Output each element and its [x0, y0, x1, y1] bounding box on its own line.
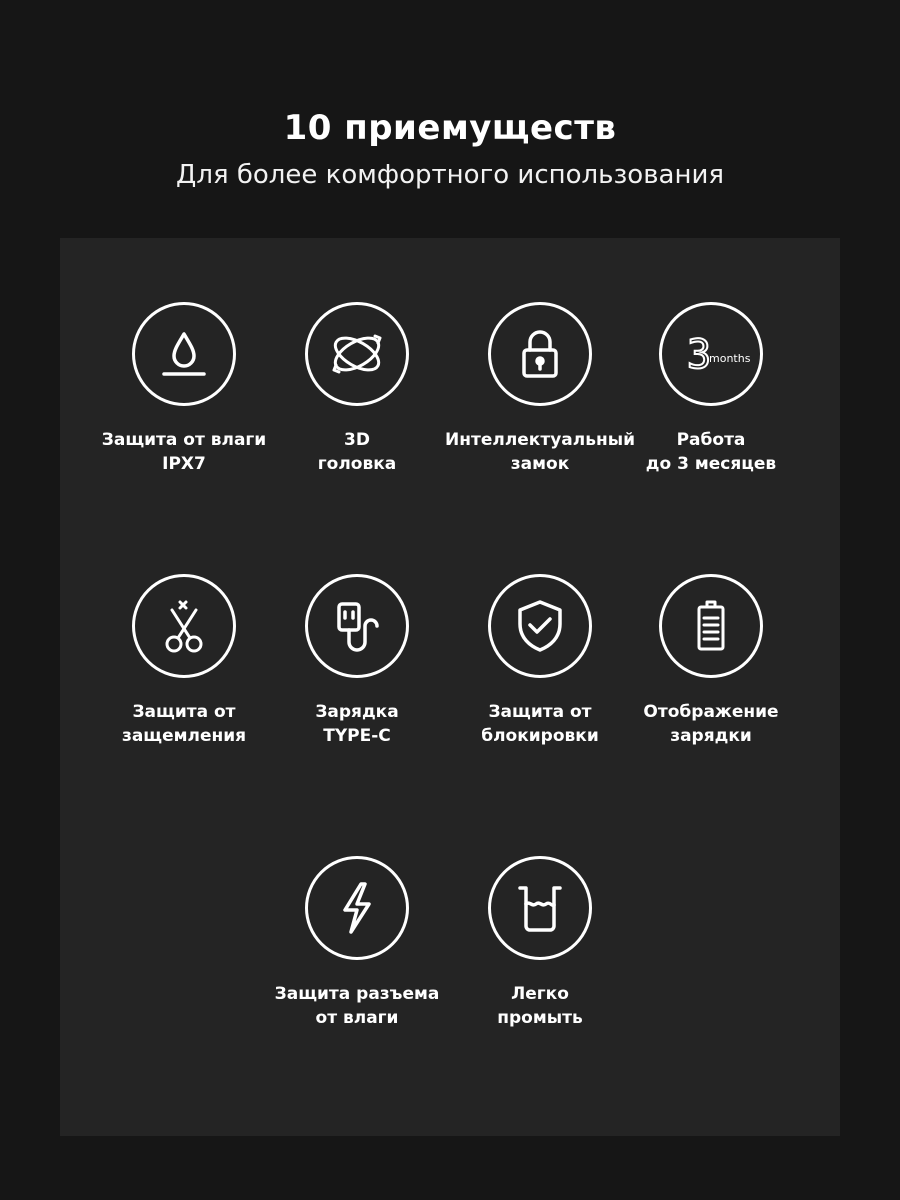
lightning-icon: [305, 856, 409, 960]
usb-cable-icon: [305, 574, 409, 678]
3-months-icon: [659, 302, 763, 406]
battery-icon: [659, 574, 763, 678]
feature-label: Интеллектуальный замок: [445, 430, 635, 474]
feature-3d-head: [257, 302, 457, 476]
3d-rotation-icon: [305, 302, 409, 406]
feature-type-c: [257, 574, 457, 748]
feature-label: Защита от влаги IPX7: [101, 430, 267, 474]
feature-easy-wash: [440, 856, 640, 1030]
feature-label: Отображение зарядки: [643, 702, 779, 746]
feature-label: Зарядка TYPE-C: [315, 702, 399, 746]
feature-port-protection: [257, 856, 457, 1030]
feature-anti-pinch: [84, 574, 284, 748]
feature-label: Защита от защемления: [121, 702, 247, 746]
svg-text:months: months: [709, 352, 751, 365]
page-title: 10 приемуществ: [283, 108, 617, 148]
feature-charge-display: [611, 574, 811, 748]
water-drop-icon: [132, 302, 236, 406]
feature-water-protection: [84, 302, 284, 476]
svg-text:3: 3: [687, 332, 712, 378]
feature-smart-lock: [440, 302, 640, 476]
features-panel: [60, 238, 840, 1136]
feature-label: Защита разъема от влаги: [274, 984, 440, 1028]
feature-label: Работа до 3 месяцев: [645, 430, 777, 474]
feature-3-months: [611, 302, 811, 476]
water-container-icon: [488, 856, 592, 960]
shield-check-icon: [488, 574, 592, 678]
page-subtitle: Для более комфортного использования: [176, 160, 724, 190]
padlock-icon: [488, 302, 592, 406]
feature-label: Защита от блокировки: [481, 702, 599, 746]
feature-label: Легко промыть: [497, 984, 583, 1028]
feature-anti-lock: [440, 574, 640, 748]
feature-label: 3D головка: [317, 430, 397, 474]
scissors-icon: [132, 574, 236, 678]
